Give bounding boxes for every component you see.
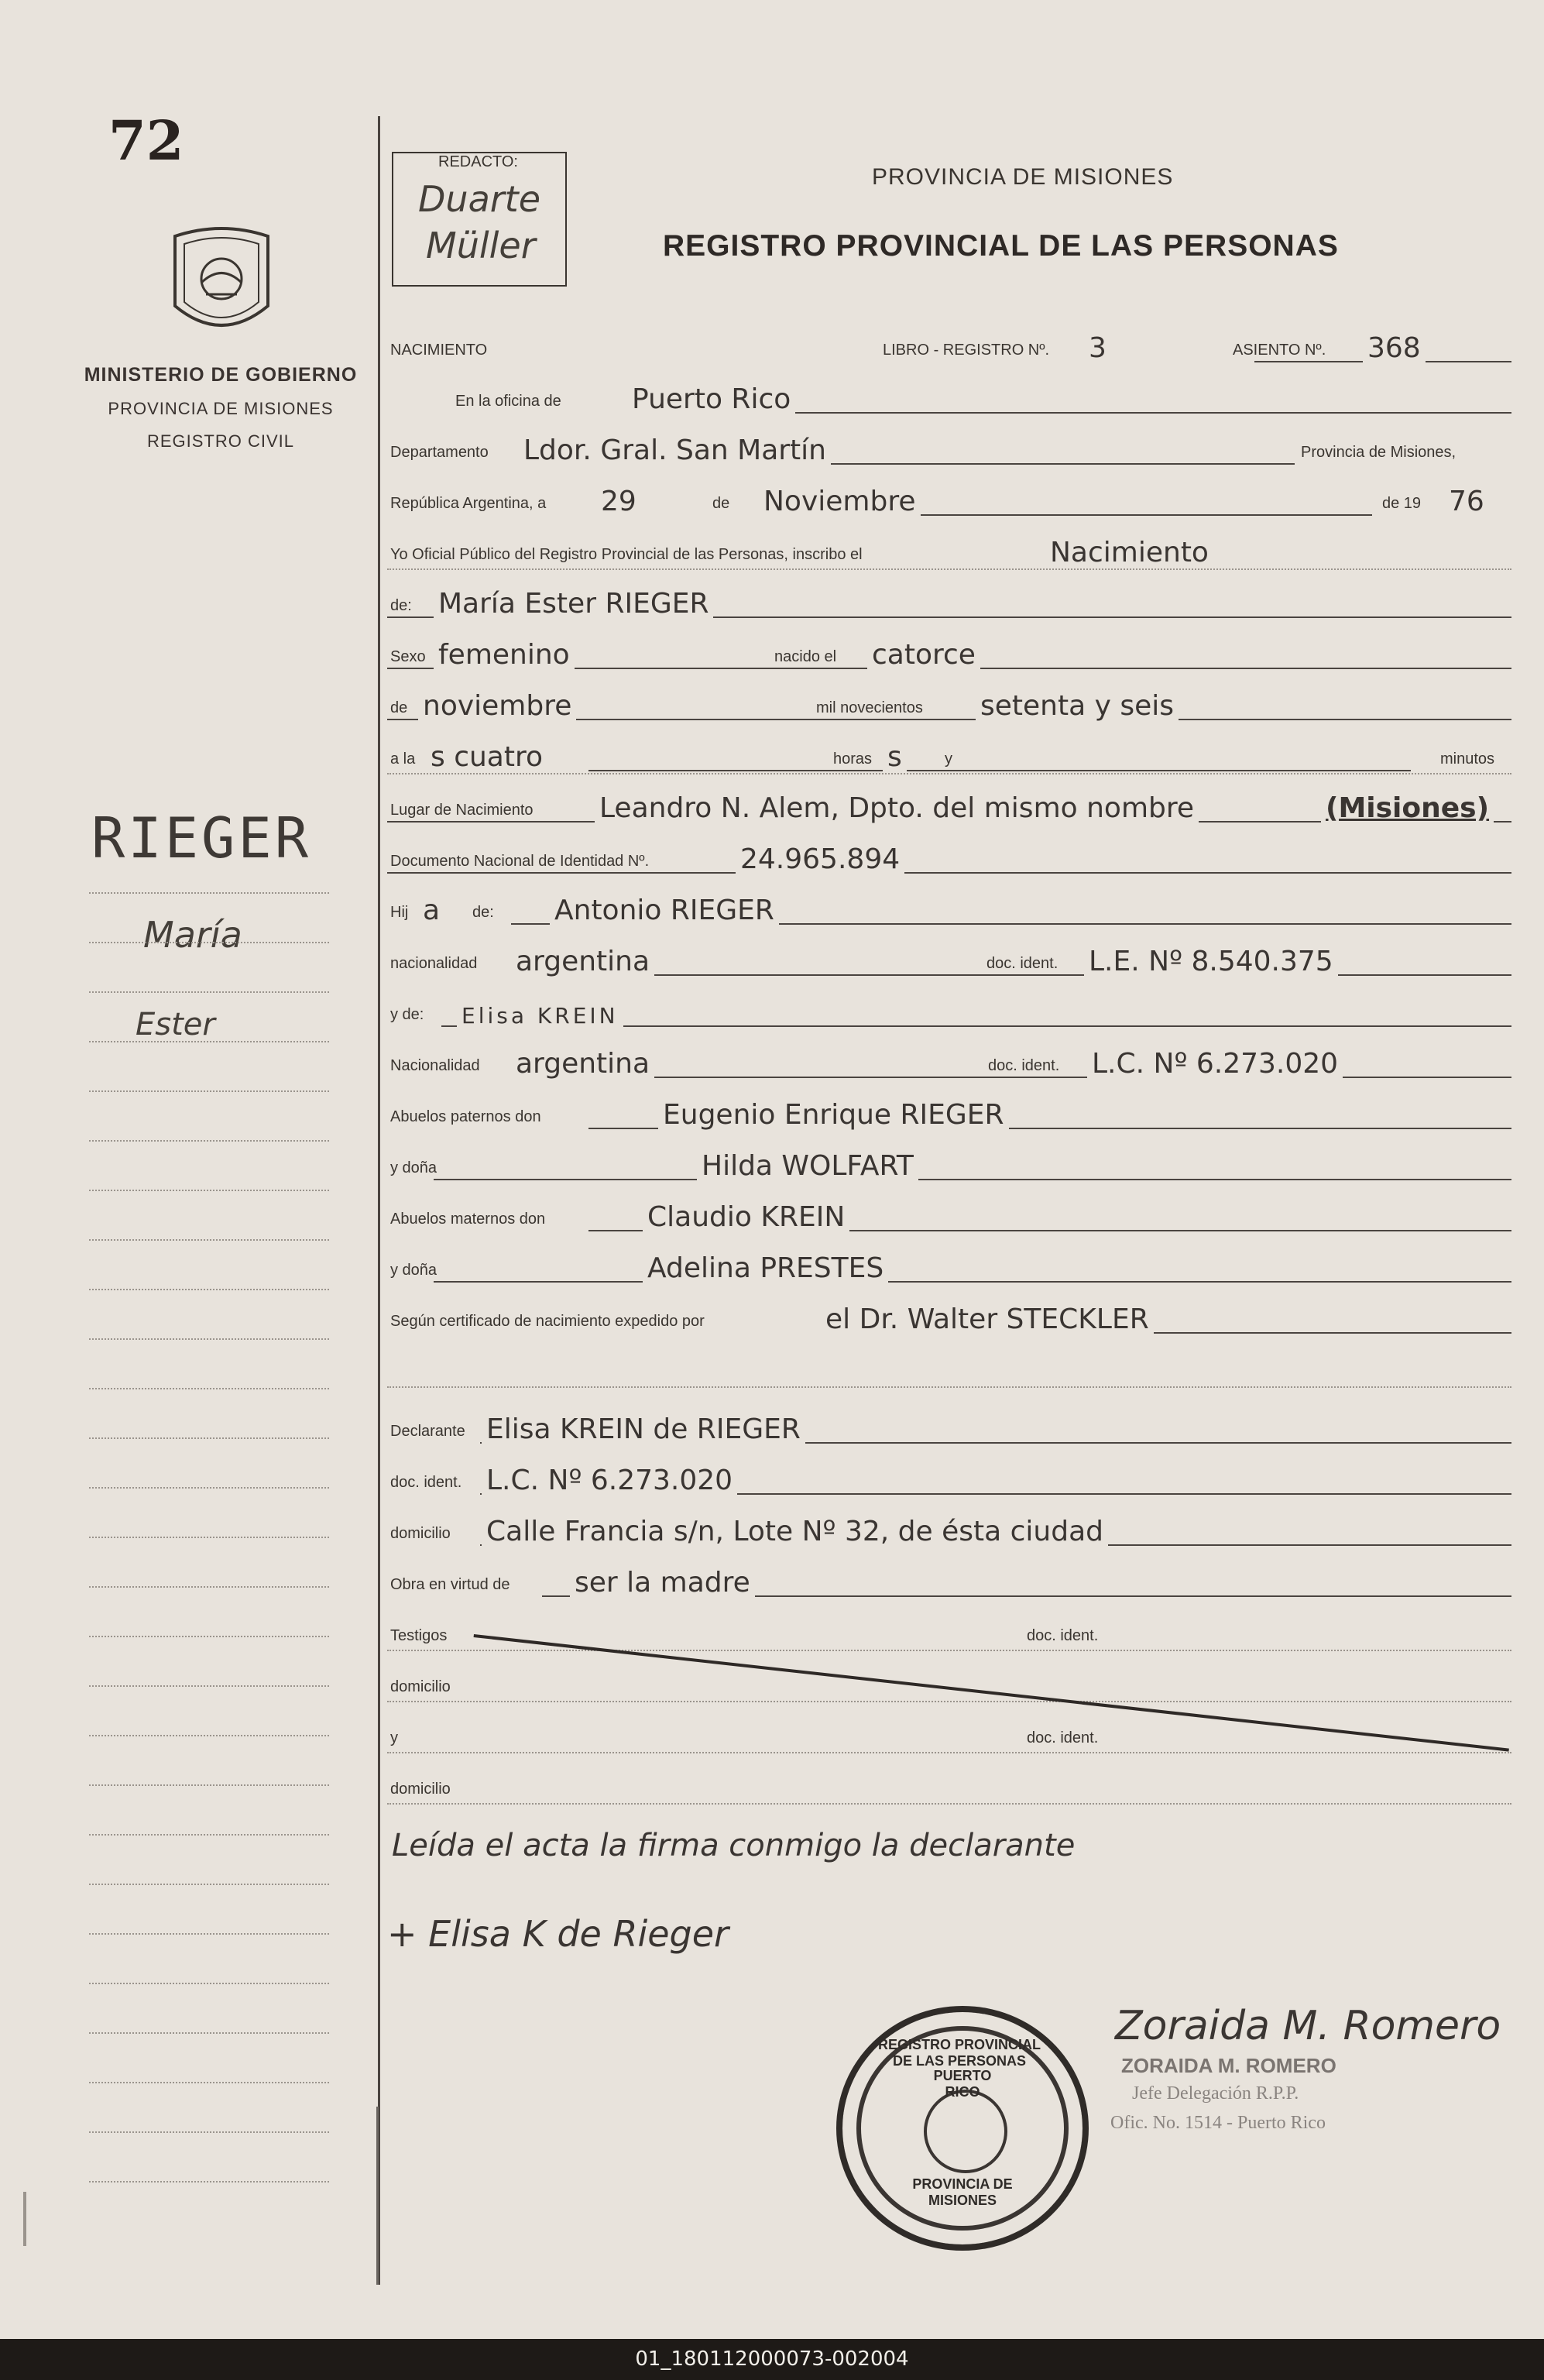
testigos-label: Testigos [390, 1627, 451, 1645]
declarante-value: Elisa KREIN de RIEGER [482, 1413, 805, 1445]
ministry-name: MINISTERIO DE GOBIERNO [84, 364, 358, 386]
nacido-value: catorce [867, 639, 980, 671]
row-witness2 [387, 1713, 1511, 1757]
redacto-signature-line1: Duarte [418, 178, 541, 220]
seal-inner-ring [924, 2090, 1007, 2173]
row-office [387, 376, 1511, 420]
person-value: María Ester RIEGER [434, 588, 713, 620]
mother-nac-label: Nacionalidad [390, 1057, 485, 1075]
mother-value: Elisa KREIN [457, 1003, 623, 1029]
row-declarant-doc [387, 1458, 1511, 1501]
person-label: de: [390, 597, 417, 615]
abuela-mat-value: Adelina PRESTES [643, 1252, 888, 1284]
ydona2-label: y doña [390, 1262, 441, 1279]
mil-label: mil novecientos [816, 699, 928, 717]
lugar-value: Leandro N. Alem, Dpto. del mismo nombre [595, 792, 1199, 824]
row-mother [387, 990, 1511, 1033]
margin-first-name: María [143, 914, 242, 956]
row-domicile [387, 1509, 1511, 1552]
row-place [387, 785, 1511, 829]
declarant-signature: + Elisa K de Rieger [387, 1913, 729, 1955]
month-value: Noviembre [759, 486, 921, 517]
record-type-label: NACIMIENTO [390, 342, 492, 359]
margin-surname: RIEGER [91, 805, 312, 871]
official-signature: Zoraida M. Romero [1115, 2003, 1501, 2049]
margin-dotted-lines [89, 844, 329, 2183]
decl-doc-label: doc. ident. [390, 1474, 466, 1492]
row-certificate [387, 1296, 1511, 1340]
father-doc-value: L.E. Nº 8.540.375 [1084, 946, 1338, 977]
file-id-strip: 01_180112000073-002004 [0, 2339, 1544, 2380]
row-birth-year [387, 683, 1511, 726]
horas-label: horas [833, 750, 877, 768]
domicilio-label: domicilio [390, 1525, 455, 1543]
father-de-label: de: [472, 904, 499, 922]
libro-label: LIBRO - REGISTRO Nº. [883, 342, 1054, 359]
ministry-province: PROVINCIA DE MISIONES [108, 399, 334, 418]
province-label: Provincia de Misiones, [1301, 444, 1460, 462]
dept-label: Departamento [390, 444, 493, 462]
row-department [387, 428, 1511, 471]
day-value: 29 [596, 486, 641, 517]
abuela-pat-value: Hilda WOLFART [697, 1150, 918, 1182]
testigos-doc-label: doc. ident. [1027, 1627, 1103, 1645]
dept-value: Ldor. Gral. San Martín [519, 434, 831, 466]
mother-doc-value: L.C. Nº 6.273.020 [1087, 1048, 1343, 1080]
office-value: Puerto Rico [627, 383, 795, 415]
row-witness-domicile [387, 1662, 1511, 1705]
page-number: 72 [108, 108, 184, 173]
dni-value: 24.965.894 [736, 843, 904, 875]
official-role: Jefe Delegación R.P.P. [1132, 2083, 1299, 2104]
margin-second-name: Ester [136, 1007, 215, 1042]
official-office: Ofic. No. 1514 - Puerto Rico [1110, 2113, 1326, 2133]
father-nac-label: nacionalidad [390, 955, 482, 973]
margin-rule-lower [376, 2107, 379, 2285]
row-blank [387, 1348, 1511, 1391]
row-date [387, 479, 1511, 522]
y-label: y [945, 750, 957, 768]
row-mother-nationality [387, 1041, 1511, 1084]
year-value: 76 [1444, 486, 1489, 517]
inscribo-label: Yo Oficial Público del Registro Provincial de las Personas, inscribo el [390, 546, 867, 564]
paper-mark [23, 2192, 26, 2246]
inscribo-value: Nacimiento [1045, 537, 1213, 568]
hij-value: a [418, 895, 444, 926]
row-paternal-grandmother [387, 1143, 1511, 1187]
alas-value: s cuatro [426, 741, 547, 773]
ministry-office: REGISTRO CIVIL [146, 431, 295, 451]
domicilio-value: Calle Francia s/n, Lote Nº 32, de ésta ciudad [482, 1516, 1108, 1547]
row-time [387, 734, 1511, 778]
row-inscribo [387, 530, 1511, 573]
ydona-label: y doña [390, 1159, 441, 1177]
row-father [387, 888, 1511, 931]
lugar-label: Lugar de Nacimiento [390, 802, 538, 819]
abuelos-pat-label: Abuelos paternos don [390, 1108, 546, 1126]
row-record-numbers [387, 325, 1511, 369]
hij-label: Hij [390, 904, 413, 922]
redacto-label: REDACTO: [438, 153, 518, 170]
de2-label: de [390, 699, 412, 717]
closing-text: Leída el acta la firma conmigo la declarante [392, 1828, 1076, 1863]
row-sex [387, 632, 1511, 675]
official-name: ZORAIDA M. ROMERO [1121, 2054, 1336, 2077]
father-value: Antonio RIEGER [550, 895, 779, 926]
header-province: PROVINCIA DE MISIONES [872, 164, 1174, 190]
mother-nac-value: argentina [511, 1048, 654, 1080]
redacto-signature-line2: Müller [426, 225, 536, 266]
row-father-nationality [387, 939, 1511, 982]
alas-label: a la [390, 750, 420, 768]
row-declarant [387, 1406, 1511, 1450]
decl-doc-value: L.C. Nº 6.273.020 [482, 1465, 737, 1496]
seal-inner-top: PUERTO RICO [933, 2068, 992, 2100]
cert-value: el Dr. Walter STECKLER [821, 1303, 1154, 1335]
father-nac-value: argentina [511, 946, 654, 977]
row-maternal-grandfather [387, 1194, 1511, 1238]
horas-value: s [883, 741, 907, 773]
year-words-value: setenta y seis [976, 690, 1179, 722]
official-seal [836, 2006, 1089, 2251]
y2-dom-label: domicilio [390, 1781, 455, 1798]
row-paternal-grandfather [387, 1092, 1511, 1135]
abuelo-mat-value: Claudio KREIN [643, 1201, 849, 1233]
row-person [387, 581, 1511, 624]
year-label: de 19 [1382, 495, 1426, 513]
provincial-emblem [167, 221, 276, 345]
lugar-extra: (Misiones) [1321, 792, 1494, 824]
seal-inner-bottom: PROVINCIA DE MISIONES [912, 2176, 1013, 2208]
margin-rule [378, 116, 380, 2285]
asiento-value: 368 [1363, 332, 1426, 364]
row-dni [387, 836, 1511, 880]
minutos-label: minutos [1440, 750, 1499, 768]
testigos-dom-label: domicilio [390, 1678, 455, 1696]
row-witness [387, 1611, 1511, 1654]
office-label: En la oficina de [455, 393, 566, 410]
mother-doc-label: doc. ident. [988, 1057, 1064, 1075]
republic-label: República Argentina, a [390, 495, 551, 513]
libro-value: 3 [1084, 332, 1111, 364]
ministry-block [77, 364, 364, 452]
month2-value: noviembre [418, 690, 576, 722]
y2-label: y [390, 1729, 403, 1747]
abuelo-pat-value: Eugenio Enrique RIEGER [658, 1099, 1009, 1131]
row-obra [387, 1560, 1511, 1603]
asiento-label: ASIENTO Nº. [1233, 342, 1330, 359]
y2-doc-label: doc. ident. [1027, 1729, 1103, 1747]
obra-value: ser la madre [570, 1567, 755, 1599]
abuelos-mat-label: Abuelos maternos don [390, 1211, 550, 1228]
seal-outer-text: REGISTRO PROVINCIAL DE LAS PERSONAS [877, 2037, 1041, 2069]
header-registry: REGISTRO PROVINCIAL DE LAS PERSONAS [663, 229, 1339, 263]
dni-label: Documento Nacional de Identidad Nº. [390, 853, 654, 871]
obra-label: Obra en virtud de [390, 1576, 515, 1594]
father-doc-label: doc. ident. [986, 955, 1062, 973]
de-label: de [712, 495, 734, 513]
nacido-label: nacido el [774, 648, 841, 666]
cert-label: Según certificado de nacimiento expedido por [390, 1313, 709, 1331]
row-maternal-grandmother [387, 1245, 1511, 1289]
sexo-label: Sexo [390, 648, 431, 666]
mother-de-label: y de: [390, 1006, 428, 1024]
row-witness2-domicile [387, 1764, 1511, 1808]
sexo-value: femenino [434, 639, 575, 671]
declarante-label: Declarante [390, 1423, 470, 1441]
